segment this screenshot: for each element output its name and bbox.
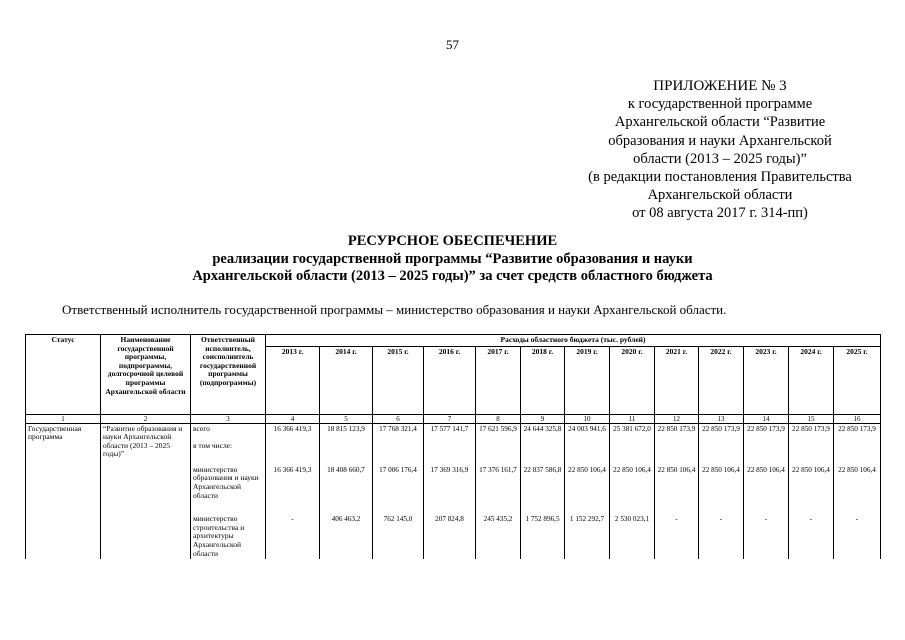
appendix-block — [560, 77, 880, 223]
executor-cell: министерство строительства и архитектуры Архангельской области — [191, 514, 266, 559]
appendix-line: к государственной программе — [627, 96, 813, 113]
value-cell: 762 145,0 — [373, 514, 424, 559]
value-cell: 406 463,2 — [320, 514, 373, 559]
appendix-line: образования и науки Архангельской — [608, 132, 832, 149]
value-cell: 24 644 325,8 — [521, 423, 565, 434]
value-cell: - — [789, 514, 834, 559]
column-number: 12 — [655, 414, 699, 423]
appendix-line: (в редакции постановления Правительства — [588, 169, 852, 186]
header-year: 2017 г. — [476, 346, 521, 414]
value-cell: 18 815 123,9 — [320, 423, 373, 434]
value-cell: 207 824,8 — [424, 514, 476, 559]
document-title — [0, 233, 905, 286]
header-name: Наименование государственной программы, подпрограммы, долгосрочной целевой программы Архангельской области — [101, 335, 191, 415]
value-cell: 22 850 106,4 — [834, 465, 881, 514]
value-cell: 22 850 106,4 — [744, 465, 789, 514]
value-cell: 22 850 173,9 — [744, 423, 789, 434]
value-cell — [266, 434, 320, 465]
column-number: 1 — [26, 414, 101, 423]
page-number: 57 — [446, 37, 459, 52]
appendix-line: ПРИЛОЖЕНИЕ № 3 — [653, 78, 787, 94]
column-number: 13 — [699, 414, 744, 423]
header-year: 2013 г. — [266, 346, 320, 414]
value-cell — [610, 434, 655, 465]
value-cell: 24 003 941,6 — [565, 423, 610, 434]
column-number: 4 — [266, 414, 320, 423]
executor-cell: всего — [191, 423, 266, 434]
value-cell: 18 408 660,7 — [320, 465, 373, 514]
value-cell — [655, 434, 699, 465]
appendix-line: Архангельской области — [647, 187, 793, 204]
column-number: 3 — [191, 414, 266, 423]
header-year: 2024 г. — [789, 346, 834, 414]
column-number: 15 — [789, 414, 834, 423]
header-year: 2019 г. — [565, 346, 610, 414]
value-cell: - — [266, 514, 320, 559]
value-cell: - — [744, 514, 789, 559]
appendix-line: от 08 августа 2017 г. 314-пп) — [632, 205, 808, 222]
column-number: 5 — [320, 414, 373, 423]
value-cell — [373, 434, 424, 465]
header-year: 2015 г. — [373, 346, 424, 414]
value-cell — [699, 434, 744, 465]
resource-table — [25, 334, 881, 559]
responsible-executor-note: Ответственный исполнитель государственной программы – министерство образования и науки Архангельской области. — [62, 302, 727, 317]
header-year: 2022 г. — [699, 346, 744, 414]
value-cell: 1 152 292,7 — [565, 514, 610, 559]
column-number: 7 — [424, 414, 476, 423]
column-number: 11 — [610, 414, 655, 423]
column-number: 6 — [373, 414, 424, 423]
value-cell: 17 006 176,4 — [373, 465, 424, 514]
value-cell — [521, 434, 565, 465]
value-cell: 17 577 141,7 — [424, 423, 476, 434]
value-cell — [789, 434, 834, 465]
value-cell: 22 850 173,9 — [655, 423, 699, 434]
value-cell: 22 850 173,9 — [834, 423, 881, 434]
value-cell: 22 850 106,4 — [610, 465, 655, 514]
header-year: 2025 г. — [834, 346, 881, 414]
value-cell: 16 366 419,3 — [266, 423, 320, 434]
value-cell — [320, 434, 373, 465]
title-line: реализации государственной программы “Развитие образования и науки — [212, 250, 693, 267]
value-cell: - — [655, 514, 699, 559]
value-cell: 22 850 106,4 — [699, 465, 744, 514]
header-year: 2014 г. — [320, 346, 373, 414]
value-cell: 17 376 161,7 — [476, 465, 521, 514]
program-name-cell: “Развитие образования и науки Архангельской области (2013 – 2025 годы)” — [101, 423, 191, 559]
value-cell: 2 530 023,1 — [610, 514, 655, 559]
appendix-line: области (2013 – 2025 годы)” — [633, 150, 807, 167]
title-line: Архангельской области (2013 – 2025 годы)” за счет средств областного бюджета — [192, 268, 713, 284]
column-number: 14 — [744, 414, 789, 423]
value-cell: 17 768 321,4 — [373, 423, 424, 434]
header-year: 2023 г. — [744, 346, 789, 414]
header-year: 2016 г. — [424, 346, 476, 414]
executor-cell: в том числе: — [191, 434, 266, 465]
value-cell: 25 381 672,0 — [610, 423, 655, 434]
header-expenses: Расходы областного бюджета (тыс. рублей) — [266, 335, 881, 347]
value-cell — [744, 434, 789, 465]
executor-cell: министерство образования и науки Архангельской области — [191, 465, 266, 514]
header-year: 2020 г. — [610, 346, 655, 414]
header-year: 2021 г. — [655, 346, 699, 414]
value-cell — [424, 434, 476, 465]
column-number: 10 — [565, 414, 610, 423]
column-number: 16 — [834, 414, 881, 423]
value-cell: 17 621 596,9 — [476, 423, 521, 434]
column-number: 8 — [476, 414, 521, 423]
value-cell: 1 752 896,5 — [521, 514, 565, 559]
header-executor: Ответственный исполнитель, соисполнитель государственной программы (подпрограммы) — [191, 335, 266, 415]
value-cell — [834, 434, 881, 465]
column-number: 9 — [521, 414, 565, 423]
value-cell: 245 435,2 — [476, 514, 521, 559]
appendix-line: Архангельской области “Развитие — [614, 114, 826, 131]
value-cell — [565, 434, 610, 465]
value-cell: 22 850 106,4 — [789, 465, 834, 514]
value-cell — [476, 434, 521, 465]
value-cell: 22 850 173,9 — [699, 423, 744, 434]
status-cell: Государственная программа — [26, 423, 101, 559]
value-cell: 17 369 316,9 — [424, 465, 476, 514]
value-cell: 22 837 586,8 — [521, 465, 565, 514]
column-number: 2 — [101, 414, 191, 423]
title-line: РЕСУРСНОЕ ОБЕСПЕЧЕНИЕ — [347, 233, 558, 249]
table-row — [26, 423, 881, 434]
value-cell: 22 850 173,9 — [789, 423, 834, 434]
header-year: 2018 г. — [521, 346, 565, 414]
value-cell: - — [699, 514, 744, 559]
value-cell: - — [834, 514, 881, 559]
header-status: Статус — [26, 335, 101, 415]
value-cell: 22 850 106,4 — [655, 465, 699, 514]
value-cell: 22 850 106,4 — [565, 465, 610, 514]
value-cell: 16 366 419,3 — [266, 465, 320, 514]
